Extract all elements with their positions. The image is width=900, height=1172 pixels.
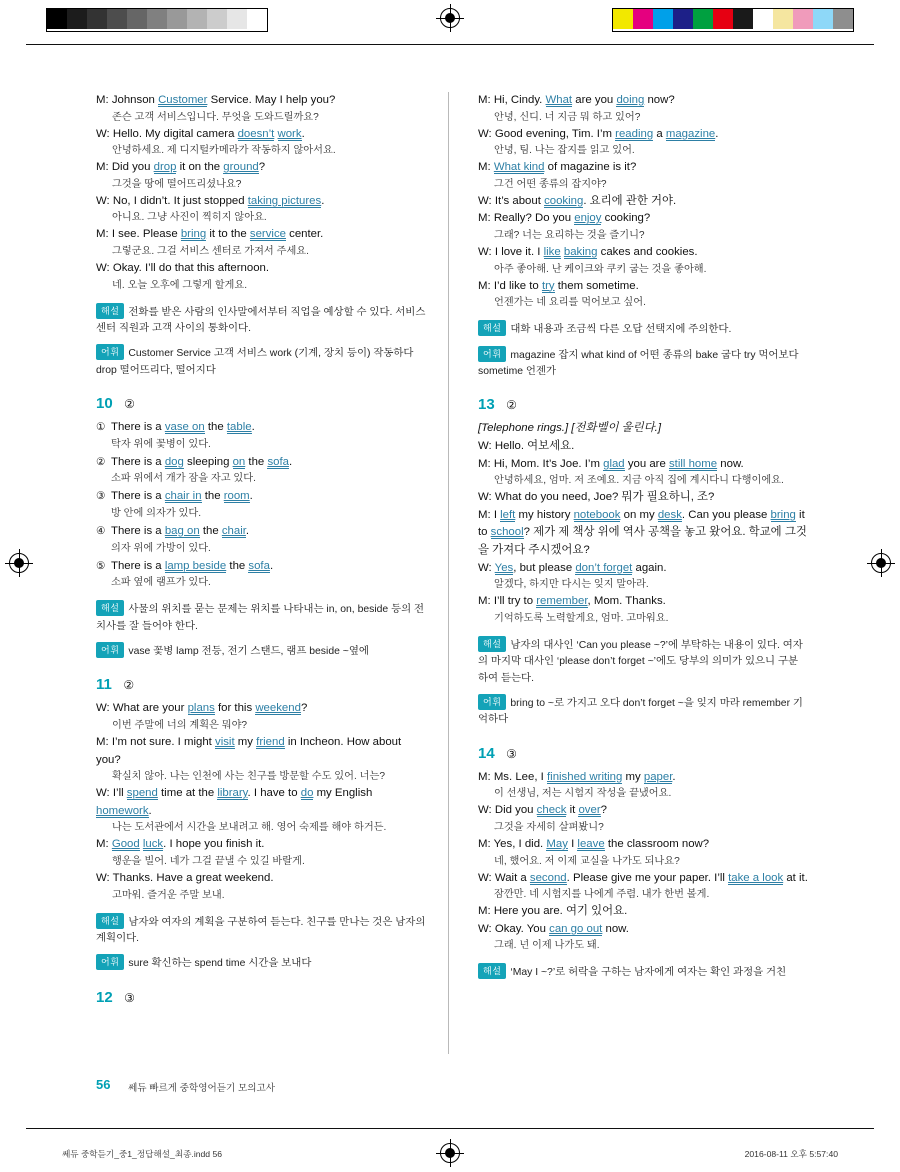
explanation-text: 사물의 위치를 묻는 문제는 위치를 나타내는 in, on, beside 등의 전치사를 잘 들어야 한다. xyxy=(96,604,425,632)
calibration-swatch xyxy=(613,9,633,29)
dialogue-korean: 그것을 땅에 떨어뜨리셨나요? xyxy=(112,178,242,190)
choice-item xyxy=(96,419,426,453)
explanation-tag: 해설 xyxy=(478,320,506,336)
dialogue-line xyxy=(96,836,426,870)
dialogue-line xyxy=(478,244,808,278)
choice-english: ④ There is a bag on the chair. xyxy=(96,523,426,541)
left-column xyxy=(96,92,426,1013)
dialogue-english: W: Hello. My digital camera doesn’t work. xyxy=(96,127,305,140)
dialogue-english: M: Really? Do you enjoy cooking? xyxy=(478,212,651,225)
calibration-bar-gray xyxy=(46,8,268,32)
explanation-text: 남자와 여자의 계획을 구분하여 듣는다. 친구를 만나는 것은 남자의 계획이다. xyxy=(96,916,426,944)
dialogue-english: W: I love it. I like baking cakes and cookies. xyxy=(478,245,698,258)
choice-list xyxy=(96,419,426,591)
choice-item xyxy=(96,488,426,522)
dialogue-korean: 이 선생님, 저는 시험지 작성을 끝냈어요. xyxy=(494,788,672,800)
dialogue-english: M: Hi, Cindy. What are you doing now? xyxy=(478,94,675,106)
explanation-tag: 해설 xyxy=(478,963,506,979)
calibration-swatch xyxy=(47,9,67,29)
dialogue-line xyxy=(96,159,426,193)
dialogue-english: W: No, I didn’t. It just stopped taking pictures. xyxy=(96,194,325,207)
dialogue-korean: 그건 어떤 종류의 잡지야? xyxy=(494,178,607,190)
question-header-13 xyxy=(478,396,808,414)
question-number: 12 xyxy=(96,988,113,1006)
dialogue-line xyxy=(96,193,426,227)
question-answer: ② xyxy=(506,398,517,413)
dialogue-korean: 잠깐만. 네 시험지를 나에게 주렴. 내가 한번 볼게. xyxy=(494,889,710,901)
stage-direction: [Telephone rings.] [전화벨이 울린다.] xyxy=(478,422,661,435)
dialogue-english: M: I’ll try to remember, Mom. Thanks. xyxy=(478,595,666,608)
question-number: 10 xyxy=(96,395,113,413)
dialogue-english: M: Yes, I did. May I leave the classroom now? xyxy=(478,837,710,850)
explanation-tag: 해설 xyxy=(478,636,506,652)
explanation-text: 전화를 받은 사람의 인사말에서부터 직업을 예상할 수 있다. 서비스센터 직원과 고객 사이의 통화이다. xyxy=(96,306,426,334)
page-number: 56 xyxy=(96,1077,111,1092)
calibration-swatch xyxy=(87,9,107,29)
dialogue-line xyxy=(478,489,808,507)
choice-number: ② xyxy=(96,455,106,468)
footer-timestamp: 2016-08-11 오후 5:57:40 xyxy=(744,1149,838,1159)
explanation-note xyxy=(478,636,808,687)
dialogue-korean: 안녕, 팀. 나는 잡지를 읽고 있어. xyxy=(494,145,635,157)
dialogue-korean: 나는 도서관에서 시간을 보내려고 해. 영어 숙제를 해야 하거든. xyxy=(112,822,387,834)
choice-item xyxy=(96,523,426,557)
dialogue-korean: 행운을 빌어. 네가 그걸 끝낼 수 있길 바랄게. xyxy=(112,855,305,867)
explanation-note xyxy=(478,963,808,981)
choice-english: ③ There is a chair in the room. xyxy=(96,488,426,506)
choice-english: ⑤ There is a lamp beside the sofa. xyxy=(96,558,426,576)
calibration-swatch xyxy=(713,9,733,29)
dialogue-english: M: I’d like to try them sometime. xyxy=(478,279,639,292)
calibration-swatch xyxy=(733,9,753,29)
calibration-bar-color xyxy=(612,8,854,32)
vocabulary-text: bring to ~로 가지고 오다 don’t forget ~을 잊지 마라 remember 기억하다 xyxy=(478,697,803,726)
calibration-swatch xyxy=(833,9,853,29)
choice-item xyxy=(96,454,426,488)
dialogue-korean: 아주 좋아해. 난 케이크와 쿠키 굽는 것을 좋아해. xyxy=(494,263,707,275)
choice-korean: 소파 옆에 램프가 있다. xyxy=(111,577,211,589)
dialogue-korean: 확실치 않아. 나는 인천에 사는 친구를 방문할 수도 있어. 너는? xyxy=(112,771,385,783)
calibration-swatch xyxy=(653,9,673,29)
dialogue-line xyxy=(96,126,426,160)
registration-mark-right xyxy=(871,553,891,573)
dialogue-english: W: Good evening, Tim. I’m reading a magazine. xyxy=(478,127,719,140)
question-answer: ③ xyxy=(506,746,517,761)
vocabulary-tag: 어휘 xyxy=(478,694,506,710)
choice-korean: 방 안에 의자가 있다. xyxy=(111,507,202,519)
explanation-text: 대화 내용과 조금씩 다른 오답 선택지에 주의한다. xyxy=(510,324,732,336)
dialogue-line xyxy=(96,92,426,126)
dialogue-english: M: Did you drop it on the ground? xyxy=(96,161,266,174)
dialogue-english: M: What kind of magazine is it? xyxy=(478,161,637,174)
dialogue-line xyxy=(478,126,808,160)
vocabulary-note xyxy=(478,694,808,729)
vocabulary-note xyxy=(478,346,808,381)
dialogue-korean: 안녕하세요. 제 디지털카메라가 작동하지 않아서요. xyxy=(112,145,336,157)
dialogue-line xyxy=(478,92,808,126)
choice-number: ④ xyxy=(96,524,106,537)
dialogue-korean: 언젠가는 네 요리를 먹어보고 싶어. xyxy=(494,297,646,309)
question-answer: ② xyxy=(124,397,135,412)
calibration-swatch xyxy=(753,9,773,29)
question-header-11 xyxy=(96,676,426,694)
dialogue-line xyxy=(478,193,808,211)
dialogue-line xyxy=(478,836,808,870)
dialogue-english: M: Ms. Lee, I finished writing my paper. xyxy=(478,770,676,783)
dialogue-korean: 그렇군요. 그걸 서비스 센터로 가져서 주세요. xyxy=(112,245,309,257)
calibration-swatch xyxy=(107,9,127,29)
dialogue-line xyxy=(478,802,808,836)
calibration-swatch xyxy=(187,9,207,29)
footer-book-title: 쎄듀 빠르게 중학영어듣기 모의고사 xyxy=(128,1083,276,1094)
vocabulary-tag: 어휘 xyxy=(96,344,124,360)
calibration-swatch xyxy=(227,9,247,29)
dialogue-english: M: I’m not sure. I might visit my friend in Incheon. How about you? xyxy=(96,735,402,766)
dialogue-korean: 기억하도록 노력할게요, 엄마. 고마워요. xyxy=(494,612,669,624)
registration-mark-top xyxy=(440,8,460,28)
choice-number: ① xyxy=(96,421,106,434)
explanation-tag: 해설 xyxy=(96,303,124,319)
explanation-text: ‘May I ~?’로 허락을 구하는 남자에게 여자는 확인 과정을 거친 xyxy=(510,967,787,979)
dialogue-line xyxy=(478,456,808,490)
calibration-swatch xyxy=(793,9,813,29)
calibration-swatch xyxy=(207,9,227,29)
vocabulary-tag: 어휘 xyxy=(96,642,124,658)
explanation-tag: 해설 xyxy=(96,913,124,929)
vocabulary-text: vase 꽃병 lamp 전등, 전기 스탠드, 램프 beside ~옆에 xyxy=(128,645,369,657)
calibration-swatch xyxy=(167,9,187,29)
dialogue-korean: 고마워. 즐거운 주말 보내. xyxy=(112,889,225,901)
dialogue-korean: 그래. 넌 이제 나가도 돼. xyxy=(494,940,600,952)
dialogue-english: M: I see. Please bring it to the service center. xyxy=(96,228,324,241)
explanation-text: 남자의 대사인 ‘Can you please ~?’에 부탁하는 내용이 있다. 여자의 마지막 대사인 ‘please don’t forget ~’에도 당부의 의미가 있으니 구분하여 듣는다. xyxy=(478,639,803,684)
dialogue-line xyxy=(96,734,426,785)
question-header-10 xyxy=(96,395,426,413)
question-number: 11 xyxy=(96,676,112,694)
dialogue-line xyxy=(478,870,808,904)
calibration-swatch xyxy=(813,9,833,29)
vocabulary-note xyxy=(96,954,426,972)
calibration-swatch xyxy=(773,9,793,29)
dialogue-line xyxy=(478,921,808,955)
dialogue-korean: 네. 오늘 오후에 그렇게 할게요. xyxy=(112,279,248,291)
dialogue-block xyxy=(478,769,808,955)
question-header-12 xyxy=(96,989,426,1007)
choice-korean: 의자 위에 가방이 있다. xyxy=(111,542,211,554)
dialogue-english: M: Good luck. I hope you finish it. xyxy=(96,838,265,851)
dialogue-line xyxy=(96,700,426,734)
dialogue-line xyxy=(478,159,808,193)
dialogue-korean: 아니요. 그냥 사진이 찍히지 않아요. xyxy=(112,212,267,224)
vocabulary-tag: 어휘 xyxy=(96,954,124,970)
question-answer: ③ xyxy=(124,990,135,1005)
dialogue-korean: 존슨 고객 서비스입니다. 무엇을 도와드릴까요? xyxy=(112,111,319,123)
dialogue-english: W: It’s about cooking. 요리에 관한 거야. xyxy=(478,194,677,207)
right-column xyxy=(478,92,808,982)
dialogue-block xyxy=(478,438,808,627)
calibration-swatch xyxy=(633,9,653,29)
dialogue-line xyxy=(478,769,808,803)
calibration-swatch xyxy=(247,9,267,29)
dialogue-block xyxy=(96,92,426,294)
footer-file-name: 쎄듀 중학듣기_중1_정답해설_최종.indd 56 xyxy=(62,1149,223,1159)
choice-korean: 탁자 위에 꽃병이 있다. xyxy=(111,438,211,450)
dialogue-block xyxy=(478,92,808,311)
dialogue-line xyxy=(96,870,426,904)
vocabulary-text: Customer Service 고객 서비스 work (기계, 장치 등이) 작동하다 drop 떨어뜨리다, 떨어지다 xyxy=(96,348,414,376)
dialogue-line xyxy=(96,785,426,836)
dialogue-line xyxy=(478,438,808,456)
dialogue-line xyxy=(478,903,808,921)
dialogue-english: W: Wait a second. Please give me your paper. I’ll take a look at it. xyxy=(478,871,808,884)
registration-mark-left xyxy=(9,553,29,573)
dialogue-english: W: Did you check it over? xyxy=(478,804,607,817)
calibration-swatch xyxy=(127,9,147,29)
vocabulary-note xyxy=(96,642,426,660)
dialogue-english: W: What are your plans for this weekend? xyxy=(96,702,308,715)
dialogue-english: W: I’ll spend time at the library. I have to do my English homework. xyxy=(96,787,373,817)
dialogue-line xyxy=(478,560,808,594)
header-rule xyxy=(26,44,874,45)
dialogue-english: W: Okay. I’ll do that this afternoon. xyxy=(96,261,270,274)
choice-item xyxy=(96,558,426,592)
dialogue-english: W: Hello. 여보세요. xyxy=(478,439,575,452)
content-columns xyxy=(96,92,808,1052)
calibration-swatch xyxy=(147,9,167,29)
dialogue-line xyxy=(478,507,808,560)
registration-mark-bottom xyxy=(440,1143,460,1163)
choice-number: ⑤ xyxy=(96,559,106,572)
explanation-tag: 해설 xyxy=(96,600,124,616)
dialogue-korean: 그래? 너는 요리하는 것을 즐기니? xyxy=(494,229,645,241)
dialogue-korean: 알겠다, 하지만 다시는 잊지 말아라. xyxy=(494,579,649,591)
dialogue-korean: 안녕하세요, 엄마. 저 조예요. 지금 아직 집에 계시다니 다행이에요. xyxy=(494,475,784,487)
question-answer: ② xyxy=(123,678,135,693)
column-divider xyxy=(448,92,449,1054)
explanation-note xyxy=(478,320,808,338)
dialogue-line xyxy=(478,593,808,627)
dialogue-korean: 네, 했어요. 저 이제 교실을 나가도 되나요? xyxy=(494,855,680,867)
vocabulary-note xyxy=(96,344,426,379)
choice-english: ② There is a dog sleeping on the sofa. xyxy=(96,454,426,472)
choice-english: ① There is a vase on the table. xyxy=(96,419,426,437)
vocabulary-text: sure 확신하는 spend time 시간을 보내다 xyxy=(128,958,312,970)
dialogue-korean: 그것을 자세히 살펴봤니? xyxy=(494,821,604,833)
dialogue-line xyxy=(478,210,808,244)
vocabulary-text: magazine 잡지 what kind of 어떤 종류의 bake 굽다 try 먹어보다 sometime 언젠가 xyxy=(478,349,799,377)
dialogue-english: W: Okay. You can go out now. xyxy=(478,922,629,935)
question-header-14 xyxy=(478,745,808,763)
question-number: 13 xyxy=(478,396,495,414)
dialogue-korean: 안녕, 신디. 너 지금 뭐 하고 있어? xyxy=(494,111,641,123)
dialogue-english: M: Hi, Mom. It’s Joe. I’m glad you are still home now. xyxy=(478,457,744,470)
calibration-swatch xyxy=(693,9,713,29)
choice-number: ③ xyxy=(96,490,106,503)
explanation-note xyxy=(96,913,426,948)
dialogue-korean: 이번 주말에 너의 계획은 뭐야? xyxy=(112,719,248,731)
question-number: 14 xyxy=(478,744,495,762)
dialogue-english: W: Thanks. Have a great weekend. xyxy=(96,871,274,884)
dialogue-line xyxy=(478,278,808,312)
dialogue-english: M: I left my history notebook on my desk. Can you please bring it to school? 제가 제 책상 위에 역사 공책을 놓고 왔어요. 학교에 그것을 가져다 주시겠어요? xyxy=(478,508,807,556)
dialogue-english: W: What do you need, Joe? 뭐가 필요하니, 조? xyxy=(478,491,715,504)
dialogue-block xyxy=(96,700,426,903)
calibration-swatch xyxy=(67,9,87,29)
explanation-note xyxy=(96,303,426,338)
dialogue-line xyxy=(96,260,426,294)
choice-korean: 소파 위에서 개가 잠을 자고 있다. xyxy=(111,473,256,485)
dialogue-english: M: Here you are. 여기 있어요. xyxy=(478,905,628,918)
vocabulary-tag: 어휘 xyxy=(478,346,506,362)
explanation-note xyxy=(96,600,426,635)
footer-rule xyxy=(26,1128,874,1129)
dialogue-line xyxy=(96,226,426,260)
dialogue-english: M: Johnson Customer Service. May I help you? xyxy=(96,94,336,106)
dialogue-english: W: Yes, but please don’t forget again. xyxy=(478,561,667,574)
calibration-swatch xyxy=(673,9,693,29)
